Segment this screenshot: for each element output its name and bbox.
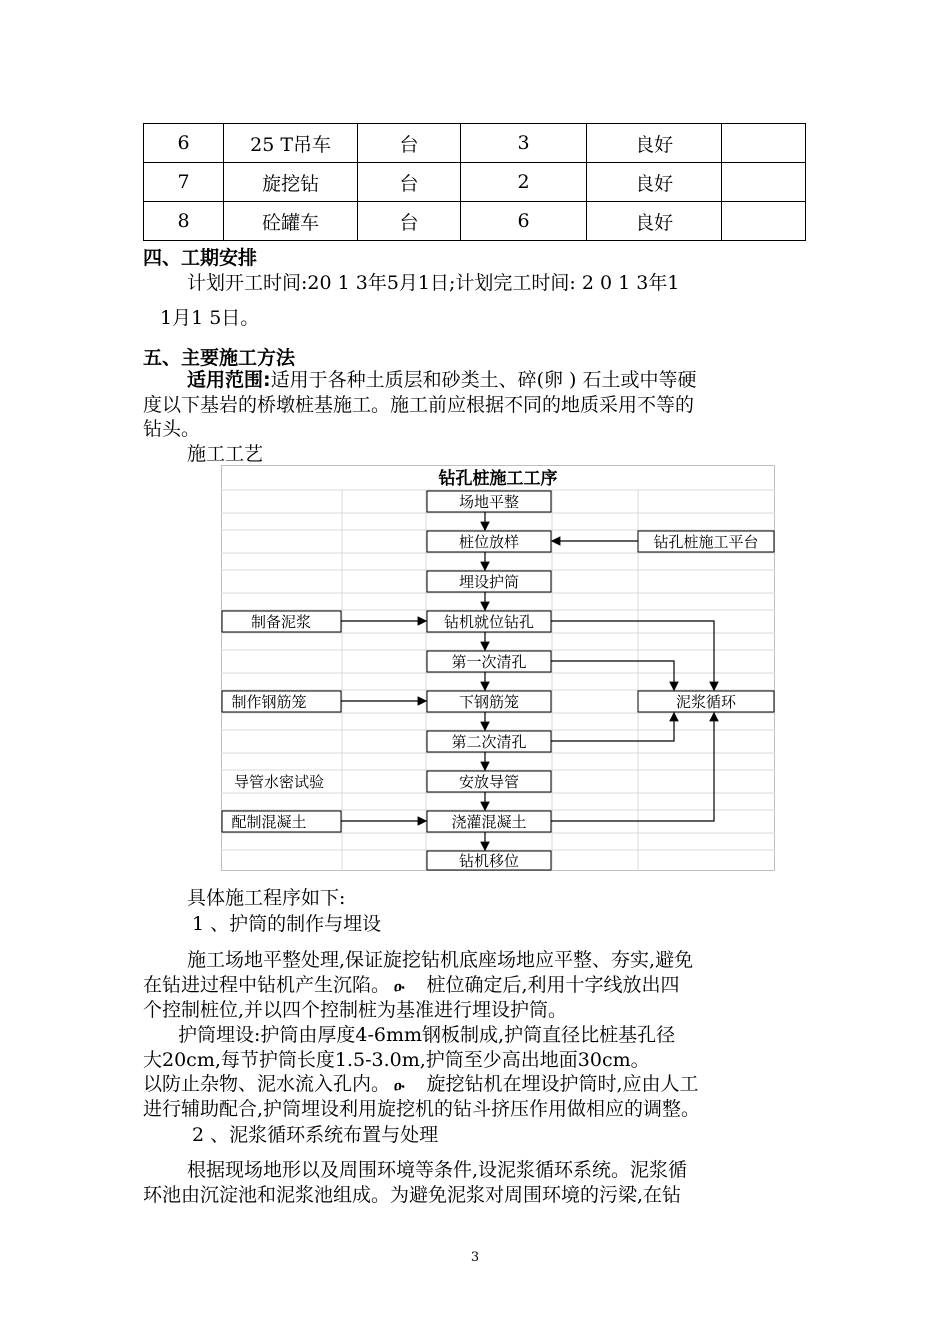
cell-qty: 2 bbox=[460, 163, 586, 202]
paragraph-mark-icon: ዑ bbox=[394, 1078, 405, 1094]
p1-line-1: 施工场地平整处理,保证旋挖钻机底座场地应平整、夯实,避免 bbox=[187, 949, 694, 971]
scope-line-3: 钻头。 bbox=[143, 418, 201, 440]
page-number: 3 bbox=[470, 1250, 480, 1265]
flow-step-label: 浇灌混凝土 bbox=[451, 813, 527, 831]
cell-no: 8 bbox=[144, 202, 224, 241]
p1-line-2b: 桩位确定后,利用十字线放出四 bbox=[426, 974, 680, 996]
flow-input-label: 制作钢筋笼 bbox=[231, 693, 307, 711]
section5-heading: 五、主要施工方法 bbox=[143, 347, 296, 369]
flow-step bbox=[427, 811, 551, 832]
p1-line-3: 个控制桩位,并以四个控制桩为基准进行埋设护筒。 bbox=[143, 999, 568, 1021]
flow-input-left bbox=[222, 611, 341, 632]
cell-unit: 台 bbox=[358, 163, 461, 202]
cell-name: 砼罐车 bbox=[224, 202, 358, 241]
flow-step bbox=[427, 691, 551, 712]
subsection-2-title: 2 、泥浆循环系统布置与处理 bbox=[192, 1124, 439, 1146]
flow-input-label: 导管水密试验 bbox=[233, 773, 325, 791]
cell-note bbox=[722, 163, 806, 202]
flow-mud-cycle bbox=[638, 691, 774, 712]
flow-step bbox=[427, 571, 551, 592]
cell-status: 良好 bbox=[587, 124, 722, 163]
scope-text-1: 适用于各种土质层和砂类土、碎(卵 ) 石土或中等硬 bbox=[270, 369, 697, 391]
cell-note bbox=[722, 202, 806, 241]
flow-step bbox=[427, 851, 551, 870]
schedule-line-2: 1月1 5日。 bbox=[160, 307, 260, 329]
p1-line-2a: 在钻进过程中钻机产生沉陷。 bbox=[143, 974, 391, 996]
flow-input-label: 配制混凝土 bbox=[231, 813, 307, 831]
flow-step-label: 钻机就位钻孔 bbox=[443, 613, 535, 631]
flow-step-label: 钻机移位 bbox=[458, 852, 520, 870]
cell-note bbox=[722, 124, 806, 163]
flow-step bbox=[427, 491, 551, 512]
flow-input-label: 泥浆循环 bbox=[675, 693, 737, 711]
p2-line-3b: 旋挖钻机在埋设护筒时,应由人工 bbox=[426, 1073, 699, 1095]
flow-step-label: 第二次清孔 bbox=[451, 733, 527, 751]
p2-line-1: 护筒埋设:护筒由厚度4-6mm钢板制成,护筒直径比桩基孔径 bbox=[178, 1024, 676, 1046]
p2-line-4: 进行辅助配合,护筒埋设利用旋挖机的钻斗挤压作用做相应的调整。 bbox=[143, 1098, 701, 1120]
p2-line-3 bbox=[143, 1072, 699, 1098]
schedule-line-1: 计划开工时间:20 1 3年5月1日;计划完工时间: 2 0 1 3年1 bbox=[187, 272, 680, 294]
table-row bbox=[144, 202, 806, 241]
cell-no: 7 bbox=[144, 163, 224, 202]
flow-step bbox=[427, 771, 551, 792]
flow-input-left bbox=[234, 773, 324, 791]
flow-step-label: 埋设护筒 bbox=[458, 573, 520, 591]
flow-step bbox=[427, 531, 551, 552]
p2-line-2: 大20cm,每节护筒长度1.5-3.0m,护筒至少高出地面30cm。 bbox=[143, 1049, 650, 1071]
p3-line-1: 根据现场地形以及周围环境等条件,设泥浆循环系统。泥浆循 bbox=[187, 1159, 688, 1181]
section4-heading: 四、工期安排 bbox=[143, 247, 258, 269]
flowchart-title: 钻孔桩施工工序 bbox=[438, 469, 558, 489]
cell-unit: 台 bbox=[358, 202, 461, 241]
cell-unit: 台 bbox=[358, 124, 461, 163]
p3-line-2: 环池由沉淀池和泥浆池组成。为避免泥浆对周围环境的污梁,在钻 bbox=[143, 1184, 682, 1206]
flow-input-label: 钻孔桩施工平台 bbox=[653, 533, 759, 551]
flow-step-label: 下钢筋笼 bbox=[458, 693, 520, 711]
cell-status: 良好 bbox=[587, 163, 722, 202]
flow-step bbox=[427, 731, 551, 752]
scope-label: 适用范围: bbox=[187, 369, 271, 391]
cell-name: 25 T吊车 bbox=[224, 124, 358, 163]
scope-line-1 bbox=[187, 368, 697, 392]
cell-no: 6 bbox=[144, 124, 224, 163]
p1-line-2 bbox=[143, 973, 680, 999]
cell-status: 良好 bbox=[587, 202, 722, 241]
procedure-intro: 具体施工程序如下: bbox=[187, 887, 346, 909]
flow-step-label: 场地平整 bbox=[458, 493, 520, 511]
flow-step-label: 第一次清孔 bbox=[451, 653, 527, 671]
flow-input-left bbox=[222, 691, 341, 712]
cell-qty: 3 bbox=[460, 124, 586, 163]
process-label: 施工工艺 bbox=[187, 443, 264, 465]
paragraph-mark-icon: ዑ bbox=[394, 979, 405, 995]
flow-step-label: 桩位放样 bbox=[458, 533, 520, 551]
construction-flowchart bbox=[221, 465, 775, 871]
flow-step bbox=[427, 611, 551, 632]
flow-input-right bbox=[638, 531, 774, 552]
scope-line-2: 度以下基岩的桥墩桩基施工。施工前应根据不同的地质采用不等的 bbox=[143, 394, 695, 416]
flow-step bbox=[427, 651, 551, 672]
table-row bbox=[144, 163, 806, 202]
cell-name: 旋挖钻 bbox=[224, 163, 358, 202]
flow-step-label: 安放导管 bbox=[458, 773, 520, 791]
p2-line-3a: 以防止杂物、泥水流入孔内。 bbox=[143, 1073, 391, 1095]
subsection-1-title: 1 、护筒的制作与埋设 bbox=[192, 913, 382, 935]
flow-input-left bbox=[222, 811, 341, 832]
cell-qty: 6 bbox=[460, 202, 586, 241]
equipment-table bbox=[143, 123, 806, 241]
table-row bbox=[144, 124, 806, 163]
flow-input-label: 制备泥浆 bbox=[250, 613, 312, 631]
